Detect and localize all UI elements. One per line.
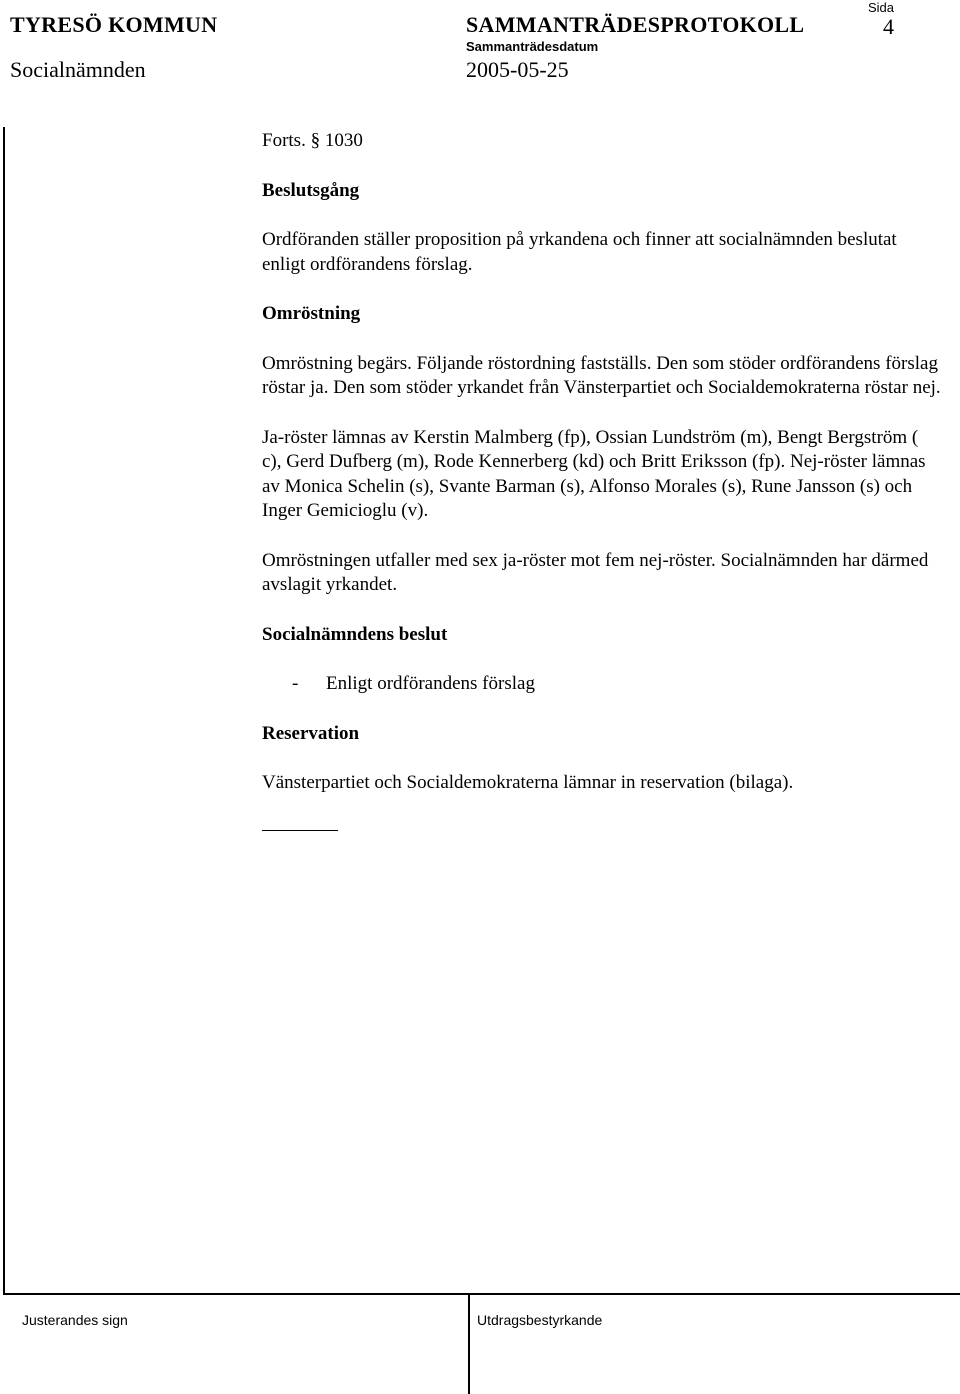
committee-name: Socialnämnden: [10, 57, 146, 82]
utdragsbestyrkande-label: Utdragsbestyrkande: [477, 1312, 603, 1328]
decision-list-item: [262, 672, 942, 697]
omrostning-heading: Omröstning: [262, 303, 361, 324]
protocol-body: [262, 129, 942, 831]
section-continuation: Forts. § 1030: [262, 130, 363, 151]
decision-heading: Socialnämndens beslut: [262, 623, 448, 645]
left-margin-rule: [3, 127, 5, 1294]
beslutsgang-heading: Beslutsgång: [262, 179, 360, 201]
page-number: 4: [883, 14, 894, 39]
justerandes-sign-label: Justerandes sign: [22, 1312, 128, 1328]
closing-rule: [262, 830, 338, 831]
meeting-date-label: Sammanträdesdatum: [466, 39, 599, 54]
meeting-date: 2005-05-25: [466, 57, 569, 82]
omrostning-paragraph: Omröstning begärs. Följande röstordning fastställs. Den som stöder ordförandens förslag röstar ja. Den som stöder yrkandet från Vänsterpartiet och Socialdemokraterna röstar nej.: [262, 352, 941, 398]
list-dash: -: [292, 673, 299, 694]
vote-roster-paragraph: Ja-röster lämnas av Kerstin Malmberg (fp), Ossian Lundström (m), Bengt Bergström ( c), Gerd Dufberg (m), Rode Kennerberg (kd) och Britt Eriksson (fp). Nej-röster lämnas av Monica Schelin (s), Svante Barman (s), Alfonso Morales (s), Rune Jansson (s) och Inger Gemicioglu (v).: [262, 426, 926, 521]
document-type: SAMMANTRÄDESPROTOKOLL: [466, 12, 805, 37]
reservation-heading: Reservation: [262, 722, 360, 744]
decision-item-text: Enligt ordförandens förslag: [326, 673, 535, 694]
page-label: Sida: [868, 0, 895, 15]
reservation-paragraph: Vänsterpartiet och Socialdemokraterna lämnar in reservation (bilaga).: [262, 772, 794, 793]
organization-name: TYRESÖ KOMMUN: [10, 12, 218, 37]
footer-divider: [468, 1294, 470, 1394]
beslutsgang-paragraph: Ordföranden ställer proposition på yrkandena och finner att socialnämnden beslutat enligt ordförandens förslag.: [262, 229, 897, 275]
footer-rule: [3, 1293, 960, 1295]
vote-result-paragraph: Omröstningen utfaller med sex ja-röster mot fem nej-röster. Socialnämnden har därmed avslagit yrkandet.: [262, 549, 929, 595]
